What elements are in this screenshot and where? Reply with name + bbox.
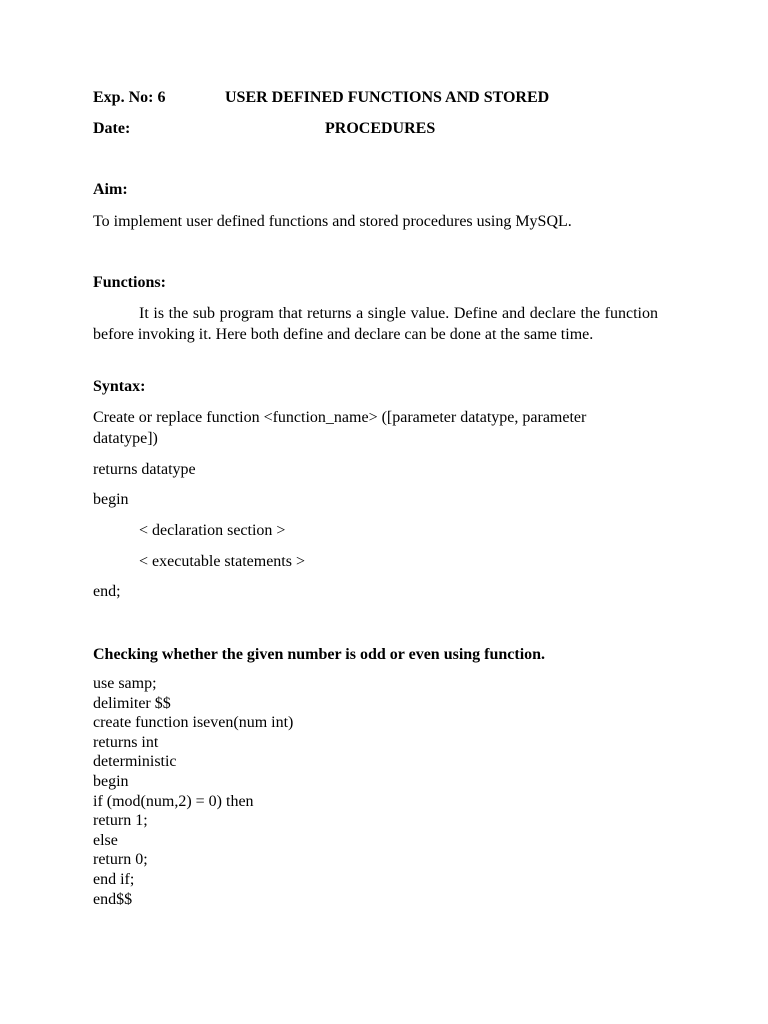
syntax-line-1: Create or replace function <function_name> ([parameter datatype, parameter xyxy=(93,409,587,426)
functions-description: It is the sub program that returns a single value. Define and declare the function before invoking it. Here both define and declare can be done at the same time. xyxy=(93,305,658,343)
title-line-1: USER DEFINED FUNCTIONS AND STORED xyxy=(225,89,550,106)
code-line: end$$ xyxy=(93,890,133,908)
code-line: else xyxy=(93,831,118,849)
date-label: Date: xyxy=(93,120,131,137)
code-line: return 0; xyxy=(93,851,148,869)
code-line: begin xyxy=(93,772,129,790)
aim-text: To implement user defined functions and stored procedures using MySQL. xyxy=(93,213,572,230)
code-line: use samp; xyxy=(93,675,157,692)
title-line-2: PROCEDURES xyxy=(325,120,436,137)
code-line: return 1; xyxy=(93,812,148,830)
example-code-block xyxy=(93,674,293,909)
syntax-end: end; xyxy=(93,583,121,600)
code-line: returns int xyxy=(93,733,159,751)
aim-heading: Aim: xyxy=(93,181,128,198)
syntax-heading: Syntax: xyxy=(93,378,146,395)
syntax-begin: begin xyxy=(93,491,129,508)
syntax-line-1-continued: datatype]) xyxy=(93,430,158,447)
code-line: deterministic xyxy=(93,753,177,771)
functions-heading: Functions: xyxy=(93,274,166,291)
code-line: end if; xyxy=(93,870,135,888)
exp-number-label: Exp. No: 6 xyxy=(93,89,166,106)
syntax-returns: returns datatype xyxy=(93,461,196,478)
code-line: create function iseven(num int) xyxy=(93,714,294,732)
syntax-declaration-section: < declaration section > xyxy=(139,522,286,539)
syntax-executable-statements: < executable statements > xyxy=(139,553,305,570)
code-line: delimiter $$ xyxy=(93,694,171,712)
code-line: if (mod(num,2) = 0) then xyxy=(93,792,254,810)
example-heading: Checking whether the given number is odd or even using function. xyxy=(93,646,546,663)
